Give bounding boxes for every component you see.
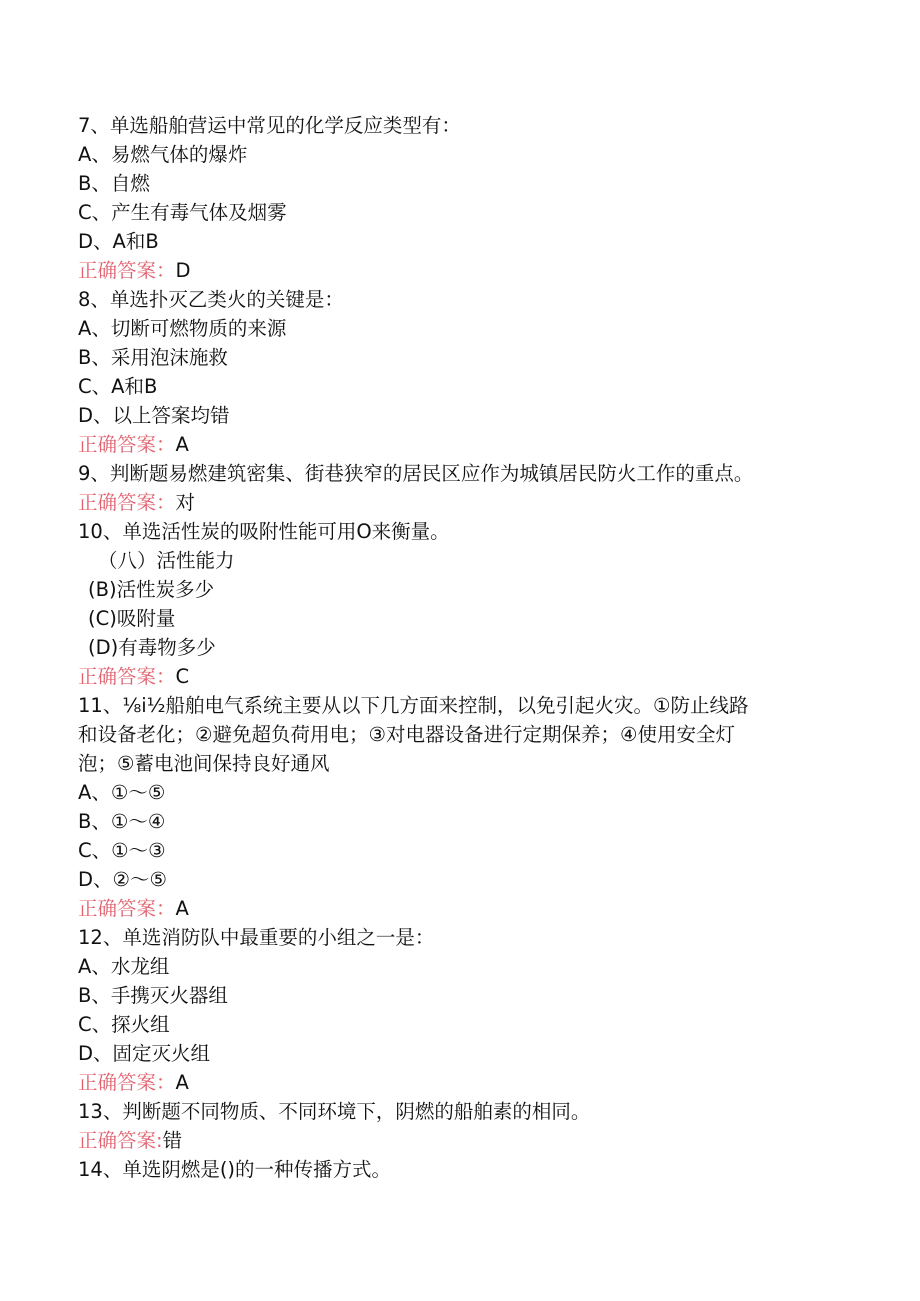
question-8-option-c: C、A和B [78,375,158,398]
question-8-answer [78,430,838,459]
question-10-option-b: (B)活性炭多少 [88,578,215,601]
question-7-answer [78,256,838,285]
question-9-stem: 9、判断题易燃建筑密集、街巷狭窄的居民区应作为城镇居民防火工作的重点。 [78,462,754,485]
question-8-option-b: B、采用泡沫施救 [78,346,228,369]
answer-value: 错 [162,1129,183,1152]
question-11-answer [78,894,838,923]
answer-label: 正确答案： [78,491,176,514]
question-7-option-c: C、产生有毒气体及烟雾 [78,201,287,224]
question-12-answer [78,1068,838,1097]
question-14-stem: 14、单选阴燃是()的一种传播方式。 [78,1158,392,1181]
answer-value: A [175,897,189,920]
question-11-option-a: A、①～⑤ [78,781,166,804]
question-9-answer [78,488,838,517]
question-10-answer [78,662,838,691]
question-11-stem-line-1: 11、⅛i½船舶电气系统主要从以下几方面来控制，以免引起火灾。①防止线路 [78,694,749,717]
question-12-option-c: C、探火组 [78,1013,170,1036]
question-13-answer [78,1126,838,1155]
question-8-option-d: D、以上答案均错 [78,404,230,427]
question-12-stem: 12、单选消防队中最重要的小组之一是： [78,926,435,949]
question-11-stem-line-2: 和设备老化；②避免超负荷用电；③对电器设备进行定期保养；④使用安全灯 [78,723,735,746]
question-12-option-d: D、固定灭火组 [78,1042,211,1065]
answer-label: 正确答案： [78,259,176,282]
question-11-option-c: C、①～③ [78,839,166,862]
answer-label: 正确答案： [78,665,176,688]
question-10-option-c: (C)吸附量 [88,607,176,630]
question-12-option-b: B、手携灭火器组 [78,984,228,1007]
answer-label: 正确答案: [78,1129,163,1152]
question-7-option-a: A、易燃气体的爆炸 [78,143,248,166]
answer-label: 正确答案： [78,1071,176,1094]
question-13-stem: 13、判断题不同物质、不同环境下，阴燃的船舶素的相同。 [78,1100,591,1123]
answer-label: 正确答案： [78,433,176,456]
question-7-stem: 7、单选船舶营运中常见的化学反应类型有： [78,114,461,137]
question-10-option-d: (D)有毒物多少 [88,636,216,659]
answer-value: C [175,665,190,688]
question-10-option-a: （八）活性能力 [98,549,235,572]
question-11-stem-line-3: 泡；⑤蓄电池间保持良好通风 [78,752,330,775]
question-11-option-b: B、①～④ [78,810,166,833]
question-7-option-b: B、自燃 [78,172,150,195]
answer-value: 对 [175,491,196,514]
answer-value: A [175,1071,189,1094]
document-page [78,111,838,1184]
question-10-stem: 10、单选活性炭的吸附性能可用O来衡量。 [78,520,450,543]
question-11-option-d: D、②～⑤ [78,868,167,891]
answer-value: A [175,433,189,456]
answer-label: 正确答案： [78,897,176,920]
question-7-option-d: D、A和B [78,230,159,253]
question-12-option-a: A、水龙组 [78,955,170,978]
question-8-stem: 8、单选扑灭乙类火的关键是： [78,288,344,311]
question-8-option-a: A、切断可燃物质的来源 [78,317,287,340]
answer-value: D [175,259,191,282]
